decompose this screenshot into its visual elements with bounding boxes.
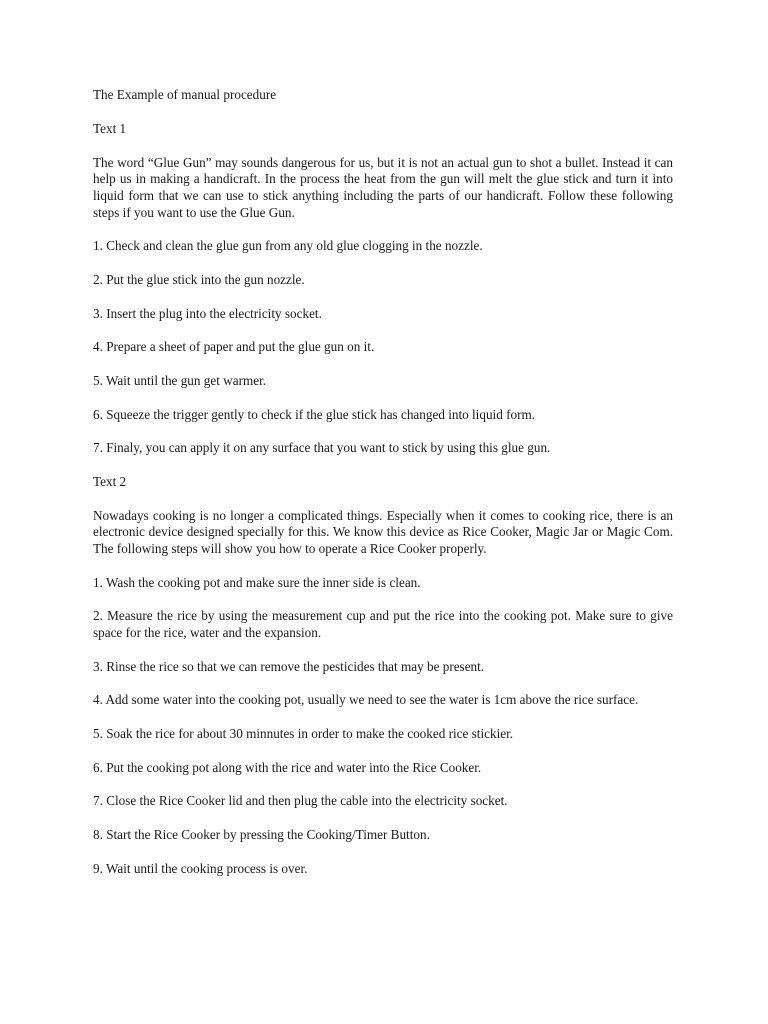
text1-steps-list bbox=[93, 238, 673, 457]
document-title: The Example of manual procedure bbox=[93, 87, 277, 102]
text2-steps-list bbox=[93, 575, 673, 878]
text2-step: 7. Close the Rice Cooker lid and then plug the cable into the electricity socket. bbox=[93, 793, 508, 809]
text2-step: 3. Rinse the rice so that we can remove the pesticides that may be present. bbox=[93, 658, 485, 674]
text1-step: 2. Put the glue stick into the gun nozzle. bbox=[93, 272, 305, 288]
text1-step: 4. Prepare a sheet of paper and put the glue gun on it. bbox=[93, 339, 375, 355]
document-body bbox=[93, 87, 673, 895]
text2-step: 9. Wait until the cooking process is over. bbox=[93, 860, 308, 876]
text2-step: 8. Start the Rice Cooker by pressing the Cooking/Timer Button. bbox=[93, 827, 430, 843]
section-heading-text1: Text 1 bbox=[93, 121, 127, 137]
text2-step: 1. Wash the cooking pot and make sure the inner side is clean. bbox=[93, 574, 421, 590]
text2-step: 6. Put the cooking pot along with the rice and water into the Rice Cooker. bbox=[93, 759, 482, 775]
text1-step: 7. Finaly, you can apply it on any surface that you want to stick by using this glue gun. bbox=[93, 440, 551, 456]
text1-step: 6. Squeeze the trigger gently to check if the glue stick has changed into liquid form. bbox=[93, 406, 536, 422]
text1-step: 3. Insert the plug into the electricity socket. bbox=[93, 305, 322, 321]
text2-step: 4. Add some water into the cooking pot, usually we need to see the water is 1cm above the rice surface. bbox=[93, 692, 639, 708]
text2-step: 5. Soak the rice for about 30 minnutes in order to make the cooked rice stickier. bbox=[93, 726, 514, 742]
text1-step: 1. Check and clean the glue gun from any old glue clogging in the nozzle. bbox=[93, 238, 483, 254]
text2-intro-paragraph: Nowadays cooking is no longer a complicated things. Especially when it comes to cooking rice, there is an electronic device designed specially for this. We know this device as Rice Cooker, Magic Jar or Magic Com. The following steps will show you how to operate a Rice Cooker properly. bbox=[93, 507, 673, 557]
text2-step: 2. Measure the rice by using the measurement cup and put the rice into the cooking pot. Make sure to give space for the rice, water and the expansion. bbox=[93, 608, 673, 640]
text1-step: 5. Wait until the gun get warmer. bbox=[93, 373, 267, 389]
section-heading-text2: Text 2 bbox=[93, 474, 127, 490]
text1-intro-paragraph: The word “Glue Gun” may sounds dangerous for us, but it is not an actual gun to shot a bullet. Instead it can help us in making a handicraft. In the process the heat from the gun will melt the glue stick and turn it into liquid form that we can use to stick anything including the parts of our handicraft. Follow these following steps if you want to use the Glue Gun. bbox=[93, 154, 673, 220]
